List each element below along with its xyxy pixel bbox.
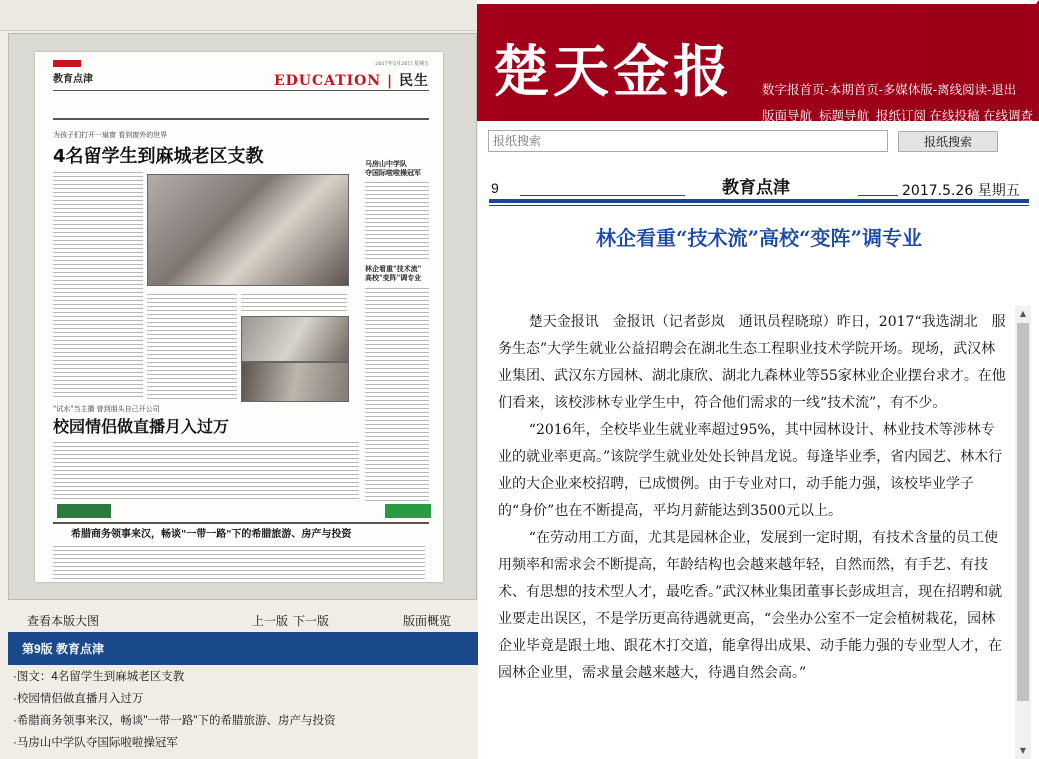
nav-page-nav[interactable]: 版面导航 (762, 109, 813, 123)
next-page-link[interactable]: 下一版 (293, 614, 330, 628)
np-rule (53, 118, 429, 120)
overview-link[interactable]: 版面概览 (403, 614, 452, 628)
article-headline: 林企看重“技术流”高校“变阵”调专业 (595, 226, 922, 250)
np-rule (53, 90, 429, 91)
np-body-text (241, 292, 347, 312)
newspaper-page-thumbnail[interactable] (35, 52, 443, 582)
np-photo-group[interactable] (241, 316, 349, 362)
search-button[interactable]: 报纸搜索 (898, 131, 998, 152)
prev-page-link[interactable]: 上一版 (252, 614, 289, 628)
np-side-headline-2[interactable]: 林企看重"技术流" 高校"变阵"调专业 (365, 264, 422, 282)
np-headline-1[interactable]: 4名留学生到麻城老区支教 (53, 146, 264, 167)
np-rule (53, 522, 429, 524)
np-body-text (147, 292, 237, 400)
section-bar-label: 第9版 教育点津 (22, 642, 105, 656)
sub-nav (762, 106, 1033, 124)
np-body-text (53, 544, 425, 582)
scroll-up-arrow-icon[interactable]: ▲ (1019, 309, 1027, 318)
article-paragraph: “2016年，全校毕业生就业率超过95%，其中园林设计、林业技术等涉林专业的就业率更高。”该院学生就业处处长钟昌龙说。每逢毕业季，省内园艺、林木行业的大企业来校招聘，已成惯例。由于专业对口，动手能力强，该校毕业学子的“身价”也在不断提高，平均月薪能达到3500元以上。 (498, 422, 1003, 519)
nav-subscribe[interactable]: 报纸订阅 (875, 109, 926, 123)
view-large-link[interactable]: 查看本版大图 (27, 614, 100, 628)
np-date-line: 2017年5月26日 星期五 (375, 61, 429, 67)
masthead (477, 0, 1039, 121)
nav-digital-home[interactable]: 数字报首页 (762, 83, 825, 97)
np-section-label: 教育点津 (53, 74, 93, 85)
np-body-text (365, 286, 429, 502)
np-photo-classroom[interactable] (147, 174, 349, 286)
nav-issue-home[interactable]: 本期首页 (828, 83, 879, 97)
scroll-down-arrow-icon[interactable]: ▼ (1019, 746, 1027, 755)
divider (520, 195, 685, 196)
np-headline-3[interactable]: 希腊商务领事来汉，畅谈"一带一路"下的希腊旅游、房产与投资 (71, 529, 352, 540)
nav-offline[interactable]: 离线阅读 (937, 83, 988, 97)
paper-logo-mark (53, 60, 81, 67)
np-side-headline-1[interactable]: 马房山中学队 夺国际啦啦操冠军 (365, 159, 421, 177)
article-list-item[interactable]: ·图文：4名留学生到麻城老区支教 (13, 671, 185, 683)
nav-logout[interactable]: 退出 (991, 83, 1017, 97)
np-kicker-1: 为孩子们打开一扇窗 看到窗外的世界 (53, 131, 168, 139)
np-ad-logo-left (57, 504, 111, 518)
page-number: 9 (491, 180, 499, 196)
top-nav: 数字报首页-本期首页-多媒体版-离线阅读-退出 (762, 83, 1017, 97)
nav-title-nav[interactable]: 标题导航 (818, 109, 869, 123)
section-title: 教育点津 (722, 178, 790, 198)
article-paragraph: 楚天金报讯 金报讯（记者彭岚 通讯员程晓琼）昨日，2017“我选湖北 服务生态”大学生就业公益招聘会在湖北生态工程职业技术学院开场。现场，武汉林业集团、武汉东方园林、湖北康欣、湖北九森林业等55家林业企业摆台求才。在他们看来，该校涉林专业学生中，符合他们需求的一线“技术流”，有不少。 (498, 314, 1006, 411)
np-body-text (53, 170, 143, 400)
np-section-suffix: 民生 (399, 73, 429, 89)
nav-submit[interactable]: 在线投稿 (929, 109, 980, 123)
divider (858, 195, 898, 196)
issue-date: 2017.5.26 星期五 (902, 183, 1020, 199)
np-photo-kids[interactable] (241, 362, 349, 402)
np-headline-2[interactable]: 校园情侣做直播月入过万 (53, 417, 230, 436)
np-ad-logo-right (385, 504, 431, 518)
article-scrollbar[interactable] (1015, 306, 1031, 759)
article-list-item[interactable]: ·希腊商务领事来汉，畅谈"一带一路"下的希腊旅游、房产与投资 (13, 715, 336, 727)
scroll-thumb[interactable] (1017, 323, 1029, 701)
nav-survey[interactable]: 在线调查 (982, 109, 1033, 123)
np-education-banner: EDUCATION | 民生 (273, 73, 429, 89)
left-panel (0, 0, 478, 759)
np-body-text (53, 440, 359, 502)
article-paragraph: “在劳动用工方面，尤其是园林企业，发展到一定时期，有技术含量的员工使用频率和需求会不断提高，年龄结构也会越来越年轻，自然而然，有手艺、有技术、有思想的技术型人才，最吃香。”武汉林业集团董事长彭成坦言，现在招聘和就业要走出误区，不是学历更高待遇就更高，“会坐办公室不一定会植树栽花，园林企业毕竟是跟土地、跟花木打交道，能拿得出成果、动手能力强的专业型人才，在园林企业里，需求量会越来越大，待遇自然会高。” (498, 530, 1003, 681)
np-kicker-2: "试水"当主播 曾到朋头自己开公司 (53, 405, 160, 413)
section-bar (8, 632, 478, 665)
np-education-word: EDUCATION (273, 73, 382, 89)
article-list-item[interactable]: ·校园情侣做直播月入过万 (13, 693, 144, 705)
article-body (498, 309, 1006, 759)
site-logo[interactable]: 楚天金报 (493, 39, 733, 105)
np-body-text (365, 180, 429, 260)
article-list (8, 666, 478, 759)
newspaper-page-viewer[interactable] (8, 33, 477, 600)
divider (489, 199, 1029, 203)
search-input[interactable] (488, 130, 888, 152)
article-list-item[interactable]: ·马房山中学队夺国际啦啦操冠军 (13, 737, 178, 749)
left-top-strip (0, 0, 478, 31)
divider (489, 205, 1029, 206)
nav-multimedia[interactable]: 多媒体版 (882, 83, 933, 97)
